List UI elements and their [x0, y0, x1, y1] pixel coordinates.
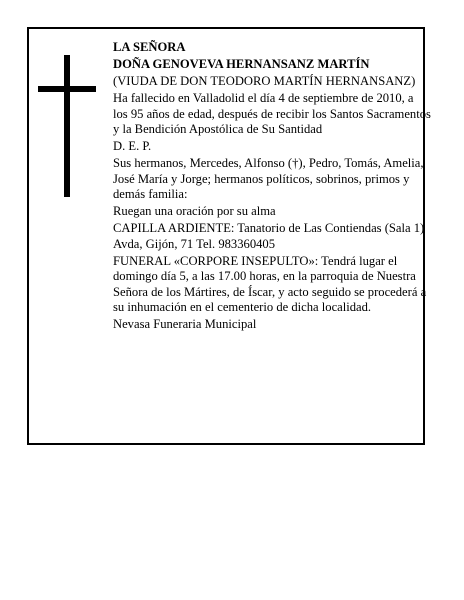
obituary-text	[113, 40, 431, 334]
cross-horizontal-bar	[38, 86, 96, 92]
funeral-home: Nevasa Funeraria Municipal	[113, 317, 257, 331]
cross-vertical-bar	[64, 55, 70, 197]
rest-in-peace: D. E. P.	[113, 139, 152, 153]
death-statement: Ha fallecido en Valladolid el día 4 de septiembre de 2010, a los 95 años de edad, después de recibir los Santos Sacramentos y la Bendición Apostólica de Su Santidad	[113, 91, 431, 136]
funeral-info: FUNERAL «CORPORE INSEPULTO»: Tendrá lugar el domingo día 5, a las 17.00 horas, en la parroquia de Nuestra Señora de los Mártires, de Íscar, y acto seguido se procederá a su inhumación en el cementerio de dicha localidad.	[113, 253, 427, 314]
honorific: LA SEÑORA	[113, 40, 186, 54]
prayer-request: Ruegan una oración por su alma	[113, 204, 276, 218]
widow-of: (VIUDA DE DON TEODORO MARTÍN HERNANSANZ)	[113, 74, 416, 88]
deceased-name: DOÑA GENOVEVA HERNANSANZ MARTÍN	[113, 57, 370, 71]
chapel-info: CAPILLA ARDIENTE: Tanatorio de Las Contiendas (Sala 1) Avda, Gijón, 71 Tel. 983360405	[113, 221, 425, 251]
family-list: Sus hermanos, Mercedes, Alfonso (†), Pedro, Tomás, Amelia, José María y Jorge; hermanos políticos, sobrinos, primos y demás familia:	[113, 156, 424, 201]
